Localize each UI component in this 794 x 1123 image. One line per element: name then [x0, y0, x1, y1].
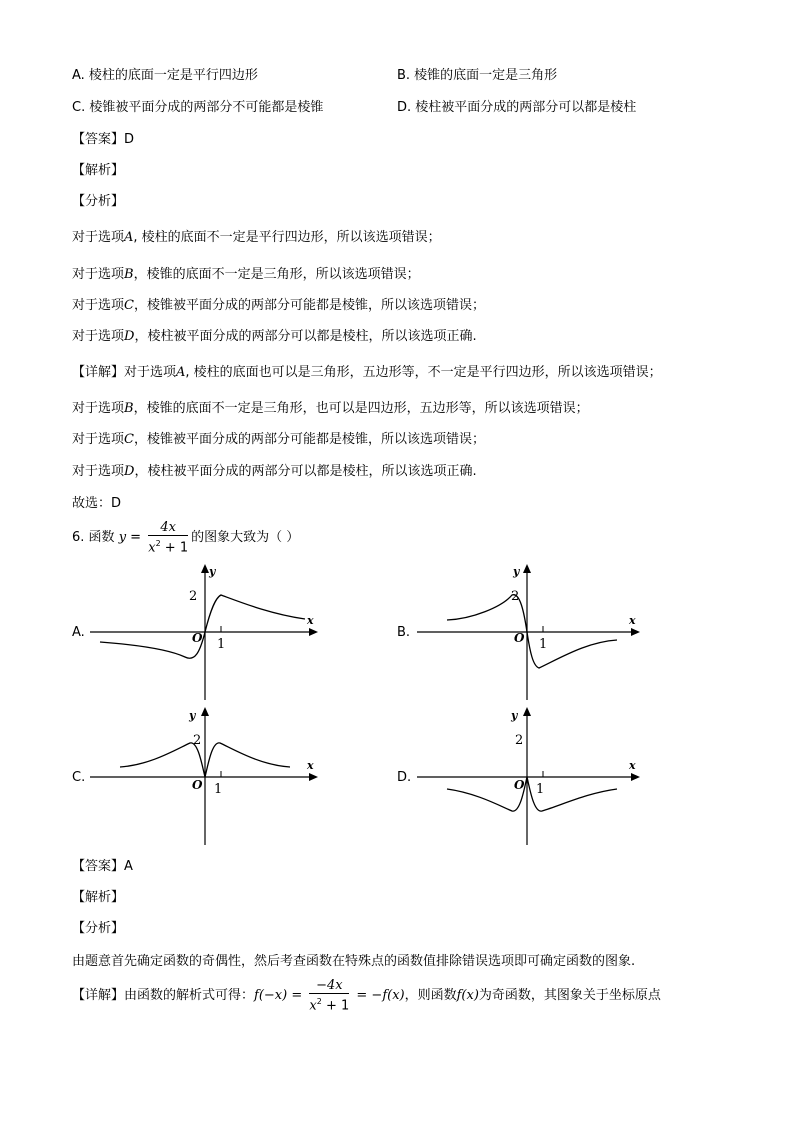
- line-text: , 棱柱的底面不一定是平行四边形，所以该选项错误；: [133, 230, 441, 245]
- prefix-text: 对于选项: [72, 329, 125, 344]
- origin-label: O: [514, 778, 525, 792]
- q5-fenxi-line: [72, 328, 477, 346]
- line-text: ，棱锥的底面不一定是三角形，所以该选项错误；: [133, 267, 420, 282]
- fraction: [309, 978, 349, 1013]
- denominator: [148, 536, 188, 555]
- x-arrow-icon: [631, 628, 640, 636]
- tick-label-two: 2: [515, 733, 524, 748]
- x-arrow-icon: [309, 628, 318, 636]
- q5-choice: 故选：D: [72, 496, 122, 511]
- q5-fenxi-line: [72, 297, 485, 315]
- y-arrow-icon: [523, 707, 531, 716]
- x-label: x: [629, 759, 636, 772]
- y-label: y: [513, 565, 520, 578]
- x-label: x: [307, 759, 314, 772]
- option-letter: A: [176, 365, 186, 380]
- line-text: , 棱柱的底面也可以是三角形，五边形等，不一定是平行四边形，所以该选项错误；: [185, 365, 662, 380]
- y-label: y: [209, 565, 216, 578]
- option-letter: A: [124, 230, 134, 245]
- q5-detail-line: [72, 463, 477, 481]
- q5-jiexi: 【解析】: [72, 163, 125, 178]
- option-b: B. 棱锥的底面一定是三角形: [397, 68, 558, 83]
- x-arrow-icon: [309, 773, 318, 781]
- line-text: ，棱锥的底面不一定是三角形，也可以是四边形，五边形等，所以该选项错误；: [133, 401, 589, 416]
- detail-label: 【详解】: [72, 365, 125, 380]
- q5-fenxi-line: [72, 229, 441, 247]
- prefix-text: 对于选项: [72, 267, 125, 282]
- line-text: ，棱锥被平面分成的两部分可能都是棱锥，所以该选项错误；: [133, 298, 485, 313]
- q6-stem: [72, 520, 299, 556]
- option-d: D. 棱柱被平面分成的两部分可以都是棱柱: [397, 100, 637, 115]
- x-arrow-icon: [631, 773, 640, 781]
- den-exp: 2: [155, 539, 161, 548]
- q5-detail-line: [72, 400, 589, 418]
- graph-d: [412, 705, 652, 847]
- prefix-text: 对于选项: [72, 298, 125, 313]
- origin-label: O: [514, 631, 525, 645]
- q5-fenxi-line: [72, 266, 420, 284]
- prefix-text: 对于选项: [72, 230, 125, 245]
- x-label: x: [307, 614, 314, 627]
- graph-a-label: A.: [72, 625, 85, 640]
- f-x: f(x): [456, 988, 479, 1004]
- denominator: [309, 994, 349, 1013]
- graph-d-label: D.: [397, 770, 412, 785]
- tick-label-two: 2: [193, 733, 202, 748]
- graph-a: [90, 562, 330, 702]
- graph-b-label: B.: [397, 625, 411, 640]
- fraction: [148, 520, 188, 555]
- tick-label-one: 1: [536, 782, 545, 797]
- graph-c: [90, 705, 330, 847]
- y-arrow-icon: [201, 707, 209, 716]
- option-a: A. 棱柱的底面一定是平行四边形: [72, 68, 258, 83]
- option-letter: C: [124, 298, 134, 313]
- line-text: ，棱锥被平面分成的两部分可能都是棱锥，所以该选项错误；: [133, 432, 485, 447]
- tick-label-one: 1: [539, 637, 548, 652]
- stem-suffix: 的图象大致为（ ）: [191, 530, 300, 546]
- den-exp: 2: [316, 997, 322, 1006]
- q6-detail: [72, 978, 661, 1014]
- y-arrow-icon: [523, 564, 531, 573]
- tick-label-two: 2: [511, 589, 520, 604]
- den-x: x: [309, 998, 317, 1014]
- option-letter: D: [124, 464, 135, 479]
- f-rhs: = −f(x): [352, 988, 405, 1004]
- tick-label-two: 2: [189, 589, 198, 604]
- option-letter: B: [124, 401, 134, 416]
- prefix-text: 对于选项: [124, 365, 177, 380]
- curve: [447, 595, 617, 668]
- tick-label-one: 1: [217, 637, 226, 652]
- f-neg-x: f(−x) =: [254, 988, 303, 1004]
- prefix-text: 对于选项: [72, 401, 125, 416]
- prefix-text: 对于选项: [72, 432, 125, 447]
- option-letter: D: [124, 329, 135, 344]
- den-x: x: [148, 540, 156, 556]
- y-arrow-icon: [201, 564, 209, 573]
- q6-jiexi: 【解析】: [72, 890, 125, 905]
- q6-fenxi-text: 由题意首先确定函数的奇偶性，然后考查函数在特殊点的函数值排除错误选项即可确定函数的图象.: [72, 954, 636, 969]
- detail-prefix: 由函数的解析式可得：: [124, 988, 255, 1004]
- q5-answer: 【答案】D: [72, 132, 135, 147]
- q5-fenxi: 【分析】: [72, 194, 125, 209]
- q5-detail-line: [72, 364, 662, 382]
- numerator: 4x: [148, 520, 188, 536]
- origin-label: O: [192, 778, 203, 792]
- origin-label: O: [192, 631, 203, 645]
- q5-detail-line: [72, 431, 485, 449]
- detail-mid: ，则函数: [404, 988, 457, 1004]
- line-text: ，棱柱被平面分成的两部分可以都是棱柱，所以该选项正确.: [134, 329, 477, 344]
- stem-prefix: 6. 函数: [72, 530, 115, 546]
- tick-label-one: 1: [214, 782, 223, 797]
- equals: =: [126, 530, 146, 546]
- numerator: −4x: [309, 978, 349, 994]
- y-label: y: [511, 709, 518, 722]
- q6-fenxi: 【分析】: [72, 921, 125, 936]
- curve: [100, 595, 305, 658]
- detail-label: 【详解】: [72, 988, 125, 1004]
- curve: [447, 777, 617, 811]
- option-letter: C: [124, 432, 134, 447]
- q6-answer: 【答案】A: [72, 859, 133, 874]
- var-y: y: [118, 530, 127, 546]
- line-text: ，棱柱被平面分成的两部分可以都是棱柱，所以该选项正确.: [134, 464, 477, 479]
- prefix-text: 对于选项: [72, 464, 125, 479]
- den-rest: + 1: [160, 540, 189, 556]
- graph-b: [412, 562, 652, 702]
- y-label: y: [189, 709, 196, 722]
- detail-suffix: 为奇函数，其图象关于坐标原点: [478, 988, 661, 1004]
- option-letter: B: [124, 267, 134, 282]
- option-c: C. 棱锥被平面分成的两部分不可能都是棱锥: [72, 100, 324, 115]
- den-rest: + 1: [321, 998, 350, 1014]
- x-label: x: [629, 614, 636, 627]
- graph-c-label: C.: [72, 770, 86, 785]
